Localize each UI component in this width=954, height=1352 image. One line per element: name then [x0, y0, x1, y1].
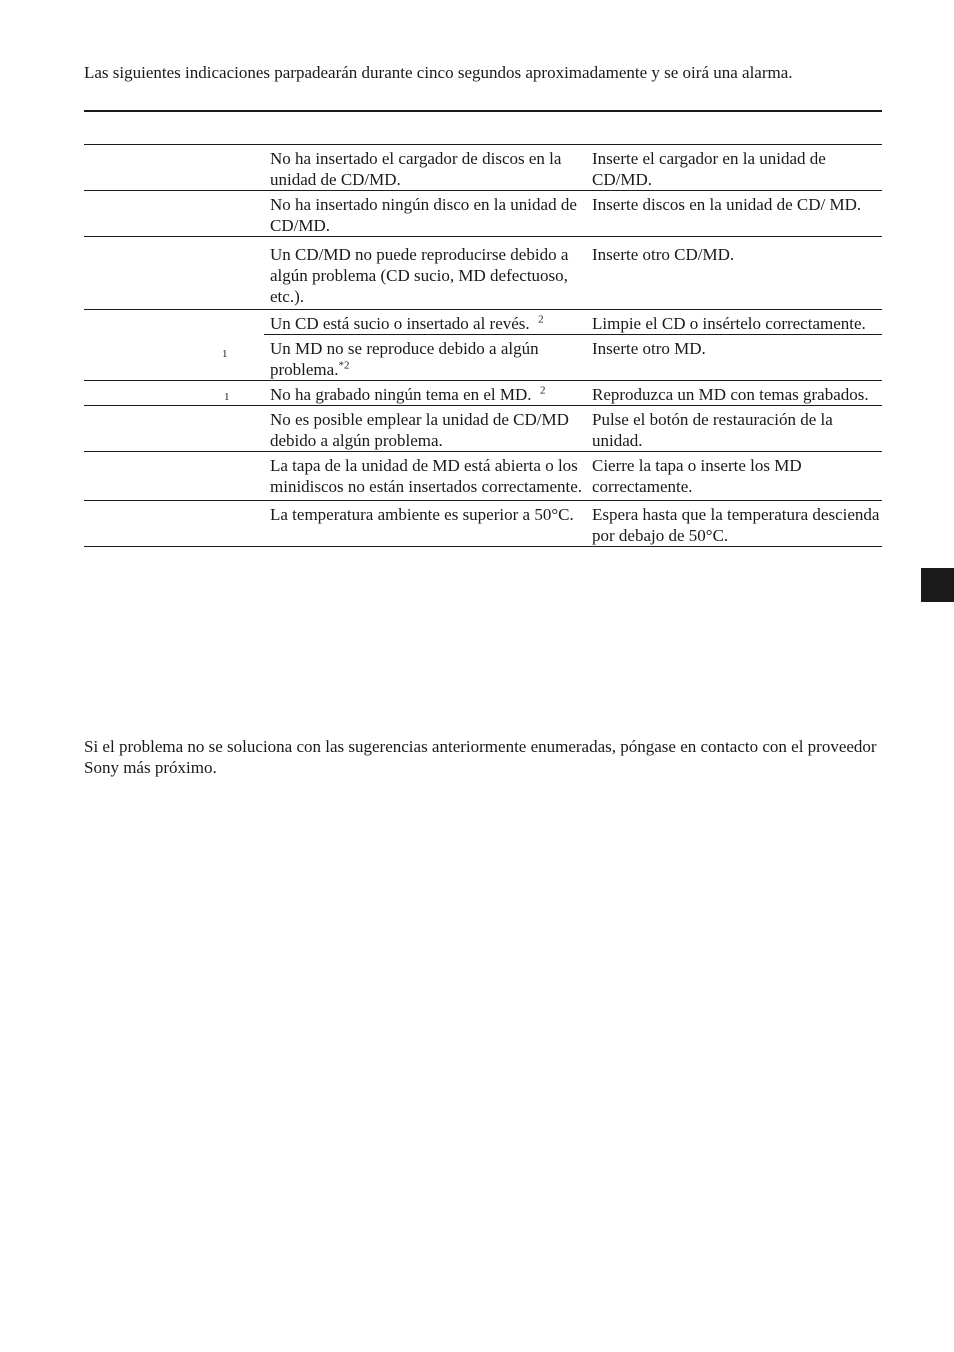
- remedy-cell: Pulse el botón de restauración de la unidad.: [592, 406, 882, 452]
- table-row: [84, 381, 882, 406]
- cause-cell: La tapa de la unidad de MD está abierta o los minidiscos no están insertados correctamente.: [264, 452, 592, 501]
- table-row: [84, 452, 882, 501]
- cause-cell: [264, 310, 592, 335]
- cause-cell: No ha insertado ningún disco en la unidad de CD/MD.: [264, 191, 592, 237]
- cause-text: No ha grabado ningún tema en el MD.: [270, 385, 532, 404]
- remedy-cell: Limpie el CD o insértelo correctamente.: [592, 310, 882, 335]
- indication-cell: [84, 406, 264, 452]
- remedy-cell: Inserte discos en la unidad de CD/ MD.: [592, 191, 882, 237]
- indication-cell: [84, 237, 264, 310]
- intro-paragraph: Las siguientes indicaciones parpadearán durante cinco segundos aproximadamente y se oirá una alarma.: [84, 63, 793, 82]
- cause-cell: No ha insertado el cargador de discos en la unidad de CD/MD.: [264, 145, 592, 191]
- footnote-marker: 2: [540, 384, 546, 397]
- footnote-marker: *2: [338, 359, 350, 372]
- remedy-cell: Reproduzca un MD con temas grabados.: [592, 381, 882, 406]
- cause-cell: [264, 335, 592, 381]
- footnote-marker: 1: [224, 391, 230, 403]
- remedy-cell: Espera hasta que la temperatura descienda por debajo de 50°C.: [592, 501, 882, 547]
- remedy-cell: Cierre la tapa o inserte los MD correctamente.: [592, 452, 882, 501]
- indication-cell: [84, 145, 264, 191]
- footnote-marker: 2: [538, 313, 544, 326]
- table-row: [84, 237, 882, 310]
- table-row: [84, 501, 882, 547]
- section-rule: [84, 110, 882, 112]
- footnote-marker: 1: [222, 348, 228, 360]
- remedy-cell: Inserte otro CD/MD.: [592, 237, 882, 310]
- indication-cell: [84, 452, 264, 501]
- indication-cell: [84, 501, 264, 547]
- indication-cell: [84, 381, 264, 406]
- section-tab-marker: [921, 568, 954, 602]
- cause-cell: No es posible emplear la unidad de CD/MD debido a algún problema.: [264, 406, 592, 452]
- error-indications-table: [84, 145, 882, 547]
- cause-cell: [264, 381, 592, 406]
- table-row: [84, 406, 882, 452]
- table-row: [84, 145, 882, 191]
- cause-cell: La temperatura ambiente es superior a 50°C.: [264, 501, 592, 547]
- cause-text: Un CD está sucio o insertado al revés.: [270, 314, 530, 333]
- outro-paragraph: Si el problema no se soluciona con las sugerencias anteriormente enumeradas, póngase en contacto con el proveedor Sony más próximo.: [84, 737, 877, 777]
- remedy-cell: Inserte el cargador en la unidad de CD/MD.: [592, 145, 882, 191]
- table-row: [84, 310, 882, 335]
- remedy-cell: Inserte otro MD.: [592, 335, 882, 381]
- cause-cell: Un CD/MD no puede reproducirse debido a algún problema (CD sucio, MD defectuoso, etc.).: [264, 237, 592, 310]
- indication-cell: [84, 310, 264, 381]
- table-row: [84, 191, 882, 237]
- cause-text: Un MD no se reproduce debido a algún problema.: [270, 339, 539, 379]
- indication-cell: [84, 191, 264, 237]
